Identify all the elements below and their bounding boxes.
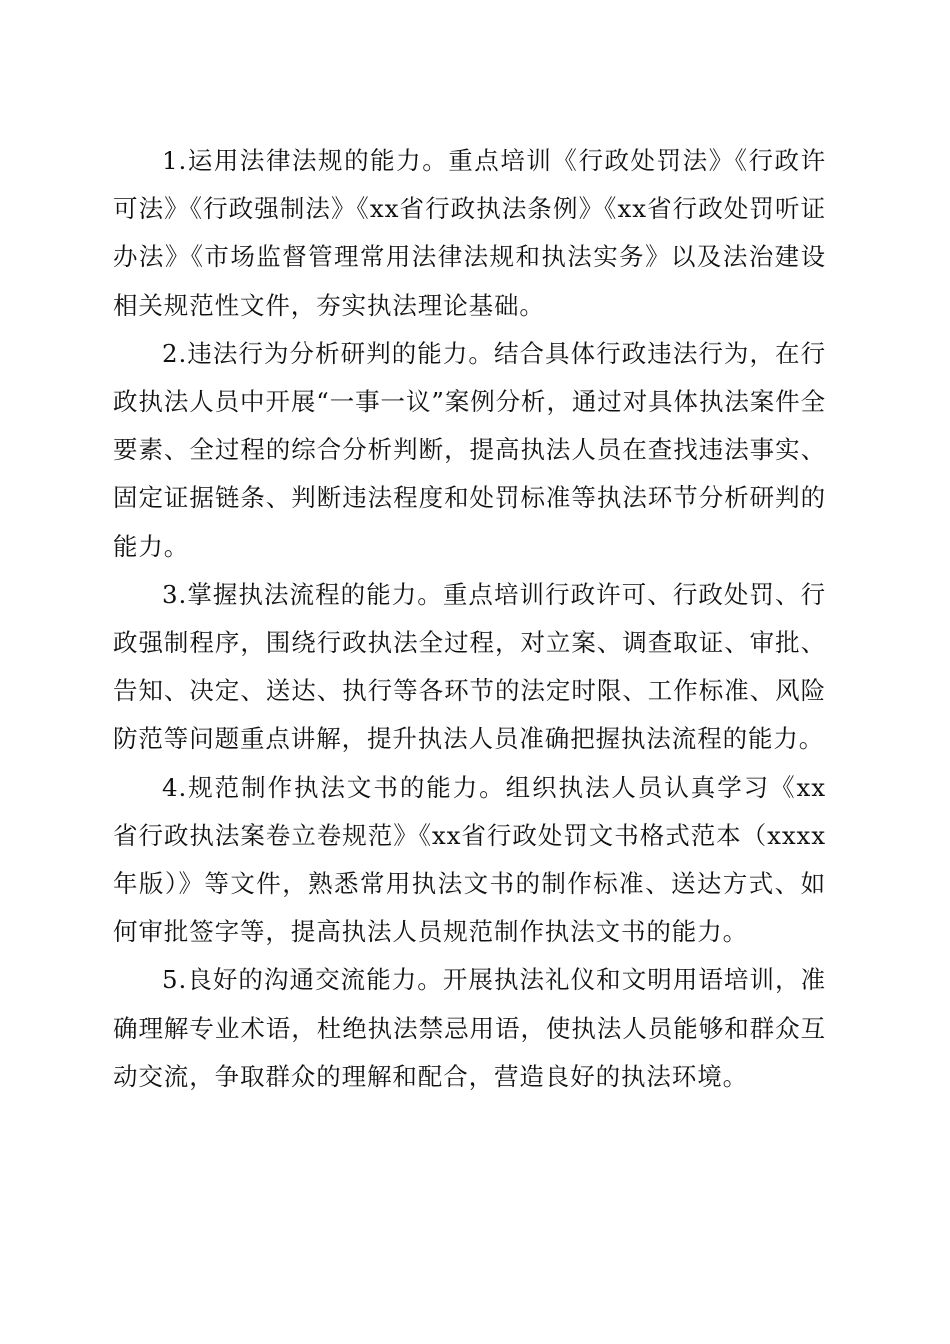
paragraph-4: 4.规范制作执法文书的能力。组织执法人员认真学习《xx省行政执法案卷立卷规范》《xx省行政处罚文书格式范本（xxxx年版）》等文件，熟悉常用执法文书的制作标准、送达方式、如何审批签字等，提高执法人员规范制作执法文书的能力。 [113,772,826,947]
paragraph-5: 5.良好的沟通交流能力。开展执法礼仪和文明用语培训，准确理解专业术语，杜绝执法禁忌用语，使执法人员能够和群众互动交流，争取群众的理解和配合，营造良好的执法环境。 [113,965,826,1091]
paragraph-2: 2.违法行为分析研判的能力。结合具体行政违法行为，在行政执法人员中开展“一事一议”案例分析，通过对具体执法案件全要素、全过程的综合分析判断，提高执法人员在查找违法事实、固定证据链条、判断违法程度和处罚标准等执法环节分析研判的能力。 [113,338,826,561]
paragraph-1: 1.运用法律法规的能力。重点培训《行政处罚法》《行政许可法》《行政强制法》《xx省行政执法条例》《xx省行政处罚听证办法》《市场监督管理常用法律法规和执法实务》以及法治建设相关规范性文件，夯实执法理论基础。 [113,146,826,320]
document-body [113,137,826,1101]
paragraph-3: 3.掌握执法流程的能力。重点培训行政许可、行政处罚、行政强制程序，围绕行政执法全过程，对立案、调查取证、审批、告知、决定、送达、执行等各环节的法定时限、工作标准、风险防范等问题重点讲解，提升执法人员准确把握执法流程的能力。 [113,579,826,754]
